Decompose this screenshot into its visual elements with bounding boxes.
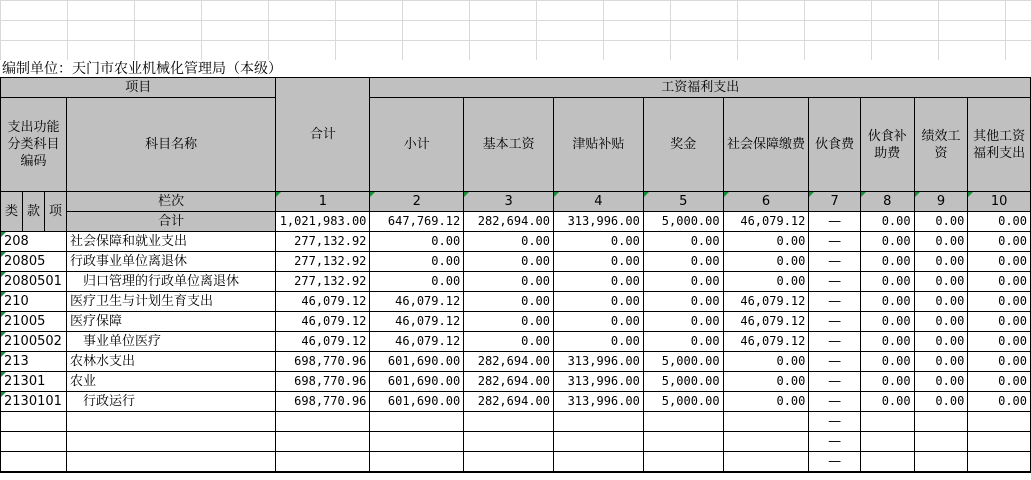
- row-value: 0.00: [860, 332, 914, 352]
- row-value: 0.00: [723, 372, 809, 392]
- header-xiang: 项: [44, 192, 66, 232]
- col-num-7: 7: [809, 192, 861, 212]
- row-value: 0.00: [643, 252, 723, 272]
- row-value: 0.00: [914, 392, 968, 412]
- row-value: 601,690.00: [370, 352, 464, 372]
- empty-cell: [1, 452, 67, 473]
- spreadsheet-grid: [0, 0, 1031, 60]
- row-subject-name: 农业: [66, 372, 275, 392]
- empty-cell: [66, 452, 275, 473]
- row-subject-name: 医疗保障: [66, 312, 275, 332]
- header-col-2: 津贴补贴: [554, 98, 644, 192]
- header-group: 工资福利支出: [370, 78, 1031, 98]
- row-value: 0.00: [723, 272, 809, 292]
- row-value: 0.00: [860, 312, 914, 332]
- row-code: 213: [1, 352, 67, 372]
- row-value: 0.00: [914, 252, 968, 272]
- total-cell: 46,079.12: [723, 212, 809, 232]
- empty-cell: [370, 432, 464, 452]
- row-value: 0.00: [968, 312, 1031, 332]
- row-value: 0.00: [860, 292, 914, 312]
- table-row: [1, 332, 1031, 352]
- row-value: 0.00: [554, 252, 644, 272]
- row-value: 0.00: [723, 252, 809, 272]
- empty-cell: [554, 432, 644, 452]
- row-value: 0.00: [968, 272, 1031, 292]
- row-value: 0.00: [554, 232, 644, 252]
- row-value: 0.00: [968, 392, 1031, 412]
- header-col-5: 伙食费: [809, 98, 861, 192]
- empty-cell: [860, 452, 914, 473]
- row-value: 5,000.00: [643, 352, 723, 372]
- empty-cell: [723, 412, 809, 432]
- row-value: 0.00: [464, 312, 554, 332]
- empty-cell: [464, 412, 554, 432]
- col-num-6: 6: [723, 192, 809, 212]
- col-num-5: 5: [643, 192, 723, 212]
- empty-cell: [968, 412, 1031, 432]
- row-value: —: [809, 292, 861, 312]
- row-code: 210: [1, 292, 67, 312]
- header-col-0: 小计: [370, 98, 464, 192]
- empty-cell: [276, 452, 370, 473]
- row-value: 601,690.00: [370, 372, 464, 392]
- row-value: 0.00: [464, 292, 554, 312]
- row-value: 313,996.00: [554, 352, 644, 372]
- row-value: 46,079.12: [276, 312, 370, 332]
- row-value: 0.00: [723, 392, 809, 412]
- empty-cell: [723, 432, 809, 452]
- header-subject-name: 科目名称: [66, 98, 275, 192]
- row-value: 0.00: [914, 292, 968, 312]
- row-value: 277,132.92: [276, 272, 370, 292]
- row-value: —: [809, 232, 861, 252]
- table-row: [1, 392, 1031, 412]
- table-row: [1, 272, 1031, 292]
- empty-cell: [276, 412, 370, 432]
- row-subject-name: 事业单位医疗: [66, 332, 275, 352]
- row-code: 20805: [1, 252, 67, 272]
- empty-cell: [968, 452, 1031, 473]
- row-value: 0.00: [968, 332, 1031, 352]
- row-value: 0.00: [643, 232, 723, 252]
- header-col-8: 其他工资福利支出: [968, 98, 1031, 192]
- row-value: 0.00: [464, 232, 554, 252]
- row-code: 21005: [1, 312, 67, 332]
- empty-cell: [464, 452, 554, 473]
- row-value: 0.00: [860, 372, 914, 392]
- empty-cell: [276, 432, 370, 452]
- row-value: —: [809, 372, 861, 392]
- table-row: [1, 232, 1031, 252]
- empty-row: [1, 412, 1031, 432]
- row-value: 0.00: [554, 292, 644, 312]
- total-cell: 5,000.00: [643, 212, 723, 232]
- row-code: 21301: [1, 372, 67, 392]
- row-value: 277,132.92: [276, 232, 370, 252]
- col-num-10: 10: [968, 192, 1031, 212]
- header-col-3: 奖金: [643, 98, 723, 192]
- header-func-code: 支出功能分类科目编码: [1, 98, 67, 192]
- total-cell: 647,769.12: [370, 212, 464, 232]
- header-lanci: 栏次: [66, 192, 275, 212]
- row-value: 0.00: [370, 232, 464, 252]
- row-code: 2100502: [1, 332, 67, 352]
- total-cell: 1,021,983.00: [276, 212, 370, 232]
- col-num-1: 1: [276, 192, 370, 212]
- row-value: 0.00: [554, 272, 644, 292]
- col-num-3: 3: [464, 192, 554, 212]
- row-value: 277,132.92: [276, 252, 370, 272]
- empty-cell: [914, 452, 968, 473]
- empty-cell: [370, 452, 464, 473]
- total-row-label: 合计: [66, 212, 275, 232]
- empty-cell: [968, 432, 1031, 452]
- row-value: —: [809, 392, 861, 412]
- empty-cell: [723, 452, 809, 473]
- total-cell: —: [809, 212, 861, 232]
- row-value: 282,694.00: [464, 352, 554, 372]
- row-code: 208: [1, 232, 67, 252]
- row-value: 0.00: [968, 292, 1031, 312]
- empty-dash: —: [809, 432, 861, 452]
- row-value: —: [809, 272, 861, 292]
- header-col-7: 绩效工资: [914, 98, 968, 192]
- row-value: —: [809, 332, 861, 352]
- empty-row: [1, 432, 1031, 452]
- row-value: 0.00: [914, 372, 968, 392]
- row-value: 5,000.00: [643, 372, 723, 392]
- empty-cell: [860, 432, 914, 452]
- row-value: 698,770.96: [276, 392, 370, 412]
- col-num-2: 2: [370, 192, 464, 212]
- row-subject-name: 社会保障和就业支出: [66, 232, 275, 252]
- empty-cell: [464, 432, 554, 452]
- empty-cell: [860, 412, 914, 432]
- row-value: 313,996.00: [554, 372, 644, 392]
- row-value: 0.00: [723, 232, 809, 252]
- empty-dash: —: [809, 412, 861, 432]
- total-cell: 0.00: [914, 212, 968, 232]
- row-value: 0.00: [914, 312, 968, 332]
- row-subject-name: 行政事业单位离退休: [66, 252, 275, 272]
- row-value: 5,000.00: [643, 392, 723, 412]
- row-subject-name: 医疗卫生与计划生育支出: [66, 292, 275, 312]
- row-value: 0.00: [643, 312, 723, 332]
- empty-cell: [643, 412, 723, 432]
- row-value: 0.00: [914, 332, 968, 352]
- row-value: 46,079.12: [723, 312, 809, 332]
- table-row: [1, 372, 1031, 392]
- row-value: 46,079.12: [276, 332, 370, 352]
- empty-cell: [554, 412, 644, 432]
- row-value: 0.00: [370, 252, 464, 272]
- total-cell: 0.00: [860, 212, 914, 232]
- row-value: 0.00: [860, 272, 914, 292]
- row-value: 0.00: [914, 272, 968, 292]
- row-value: 0.00: [968, 372, 1031, 392]
- total-cell: 282,694.00: [464, 212, 554, 232]
- total-cell: 313,996.00: [554, 212, 644, 232]
- row-value: 0.00: [723, 352, 809, 372]
- empty-cell: [914, 432, 968, 452]
- row-value: 0.00: [370, 272, 464, 292]
- empty-cell: [643, 432, 723, 452]
- row-value: —: [809, 252, 861, 272]
- row-value: 0.00: [464, 332, 554, 352]
- row-value: 46,079.12: [370, 332, 464, 352]
- row-value: 282,694.00: [464, 392, 554, 412]
- empty-dash: —: [809, 452, 861, 473]
- empty-cell: [66, 412, 275, 432]
- row-value: 46,079.12: [370, 312, 464, 332]
- row-value: —: [809, 312, 861, 332]
- row-subject-name: 农林水支出: [66, 352, 275, 372]
- row-value: 0.00: [643, 272, 723, 292]
- row-code: 2130101: [1, 392, 67, 412]
- row-value: 282,694.00: [464, 372, 554, 392]
- header-project: 项目: [1, 78, 276, 98]
- empty-cell: [914, 412, 968, 432]
- empty-cell: [1, 412, 67, 432]
- empty-row: [1, 452, 1031, 473]
- row-value: 0.00: [554, 332, 644, 352]
- row-value: 0.00: [860, 352, 914, 372]
- empty-cell: [554, 452, 644, 473]
- row-value: 46,079.12: [370, 292, 464, 312]
- header-col-1: 基本工资: [464, 98, 554, 192]
- col-num-4: 4: [554, 192, 644, 212]
- table-row: [1, 312, 1031, 332]
- col-num-9: 9: [914, 192, 968, 212]
- table-row: [1, 352, 1031, 372]
- header-col-6: 伙食补助费: [860, 98, 914, 192]
- row-subject-name: 行政运行: [66, 392, 275, 412]
- header-total: 合计: [276, 78, 370, 192]
- row-value: 0.00: [968, 352, 1031, 372]
- empty-cell: [370, 412, 464, 432]
- row-value: 0.00: [914, 352, 968, 372]
- row-value: 0.00: [914, 232, 968, 252]
- header-lei: 类: [1, 192, 23, 232]
- header-kuan: 款: [22, 192, 44, 232]
- row-code: 2080501: [1, 272, 67, 292]
- table-row: [1, 252, 1031, 272]
- row-value: 46,079.12: [276, 292, 370, 312]
- header-col-4: 社会保障缴费: [723, 98, 809, 192]
- row-value: 0.00: [860, 252, 914, 272]
- row-value: 0.00: [643, 292, 723, 312]
- row-value: 0.00: [968, 232, 1031, 252]
- row-value: 0.00: [860, 232, 914, 252]
- empty-cell: [643, 452, 723, 473]
- row-value: 0.00: [464, 252, 554, 272]
- row-value: 313,996.00: [554, 392, 644, 412]
- row-value: 0.00: [643, 332, 723, 352]
- expenditure-table: [0, 77, 1031, 473]
- row-value: 0.00: [464, 272, 554, 292]
- row-value: 46,079.12: [723, 292, 809, 312]
- total-cell: 0.00: [968, 212, 1031, 232]
- col-num-8: 8: [860, 192, 914, 212]
- row-value: 46,079.12: [723, 332, 809, 352]
- row-value: 601,690.00: [370, 392, 464, 412]
- row-value: 0.00: [554, 312, 644, 332]
- row-value: 0.00: [968, 252, 1031, 272]
- table-row: [1, 292, 1031, 312]
- row-value: 698,770.96: [276, 352, 370, 372]
- row-value: 698,770.96: [276, 372, 370, 392]
- row-subject-name: 归口管理的行政单位离退休: [66, 272, 275, 292]
- empty-cell: [66, 432, 275, 452]
- unit-label: 编制单位：天门市农业机械化管理局（本级）: [2, 61, 282, 77]
- empty-cell: [1, 432, 67, 452]
- row-value: 0.00: [860, 392, 914, 412]
- row-value: —: [809, 352, 861, 372]
